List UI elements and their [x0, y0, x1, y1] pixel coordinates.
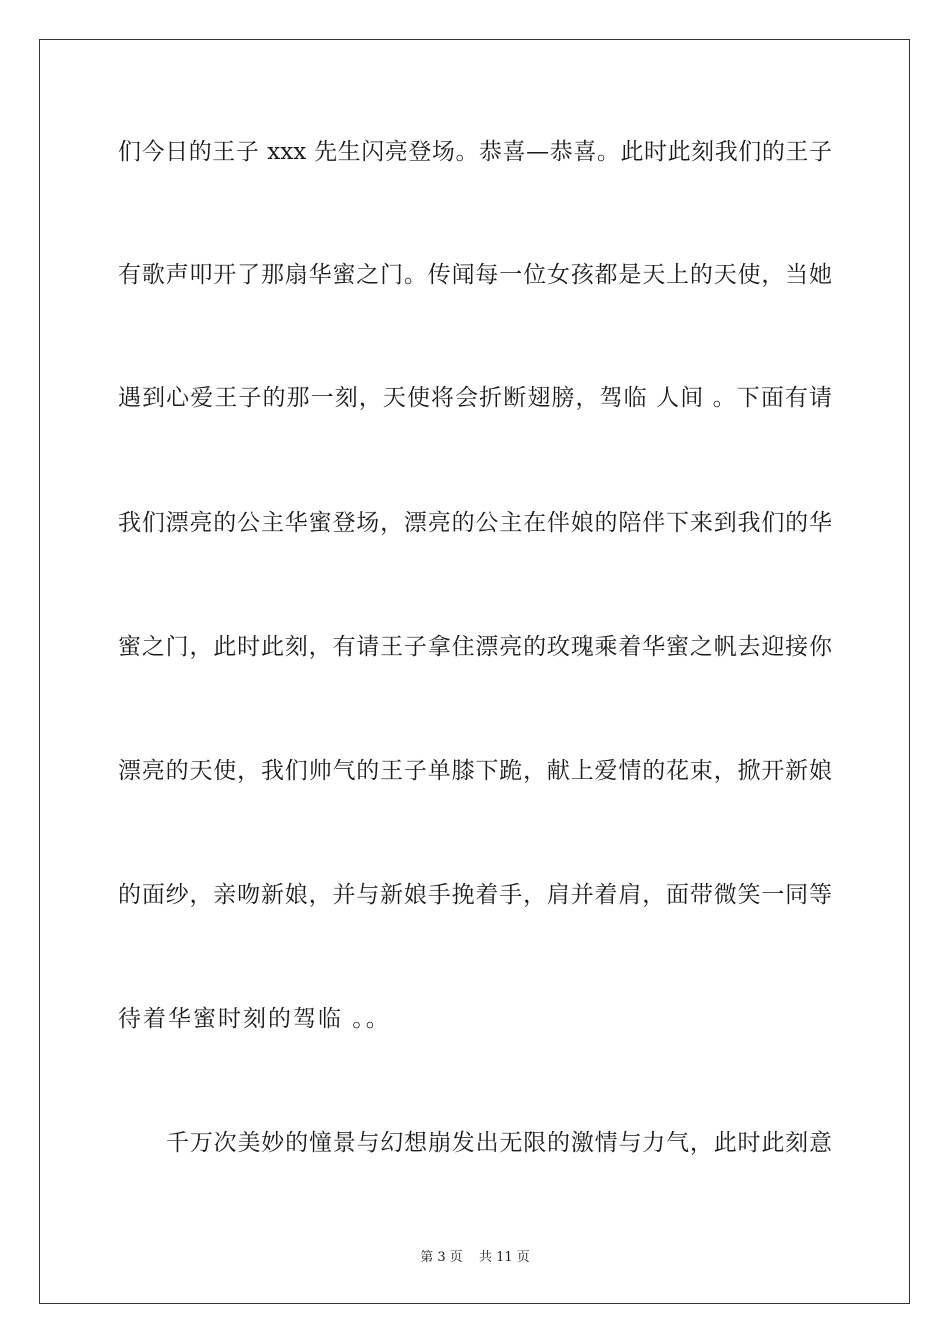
text-line-8: 待着华蜜时刻的驾临 。。 — [118, 1006, 391, 1032]
page-total: 共 11 页 — [478, 1250, 530, 1265]
page-footer — [0, 1246, 950, 1265]
text-line-2: 有歌声叩开了那扇华蜜之门。传闻每一位女孩都是天上的天使，当她 — [118, 262, 832, 288]
text-line-9: 千万次美妙的憧景与幻想崩发出无限的激情与力气，此时此刻意 — [166, 1130, 832, 1156]
text-line-7: 的面纱，亲吻新娘，并与新娘手挽着手，肩并着肩，面带微笑一同等 — [118, 882, 832, 908]
page-number: 第 3 页 — [420, 1250, 463, 1265]
text-line-4: 我们漂亮的公主华蜜登场，漂亮的公主在伴娘的陪伴下来到我们的华 — [118, 510, 832, 536]
text-line-5: 蜜之门，此时此刻，有请王子拿住漂亮的玫瑰乘着华蜜之帆去迎接你 — [118, 634, 832, 660]
page-border — [39, 39, 910, 1304]
text-line-6: 漂亮的天使，我们帅气的王子单膝下跪，献上爱情的花束，掀开新娘 — [118, 758, 832, 784]
text-line-3: 遇到心爱王子的那一刻，天使将会折断翅膀，驾临 人间 。下面有请 — [118, 385, 832, 411]
text-line-1: 们今日的王子 xxx 先生闪亮登场。恭喜—恭喜。此时此刻我们的王子 — [118, 139, 832, 165]
